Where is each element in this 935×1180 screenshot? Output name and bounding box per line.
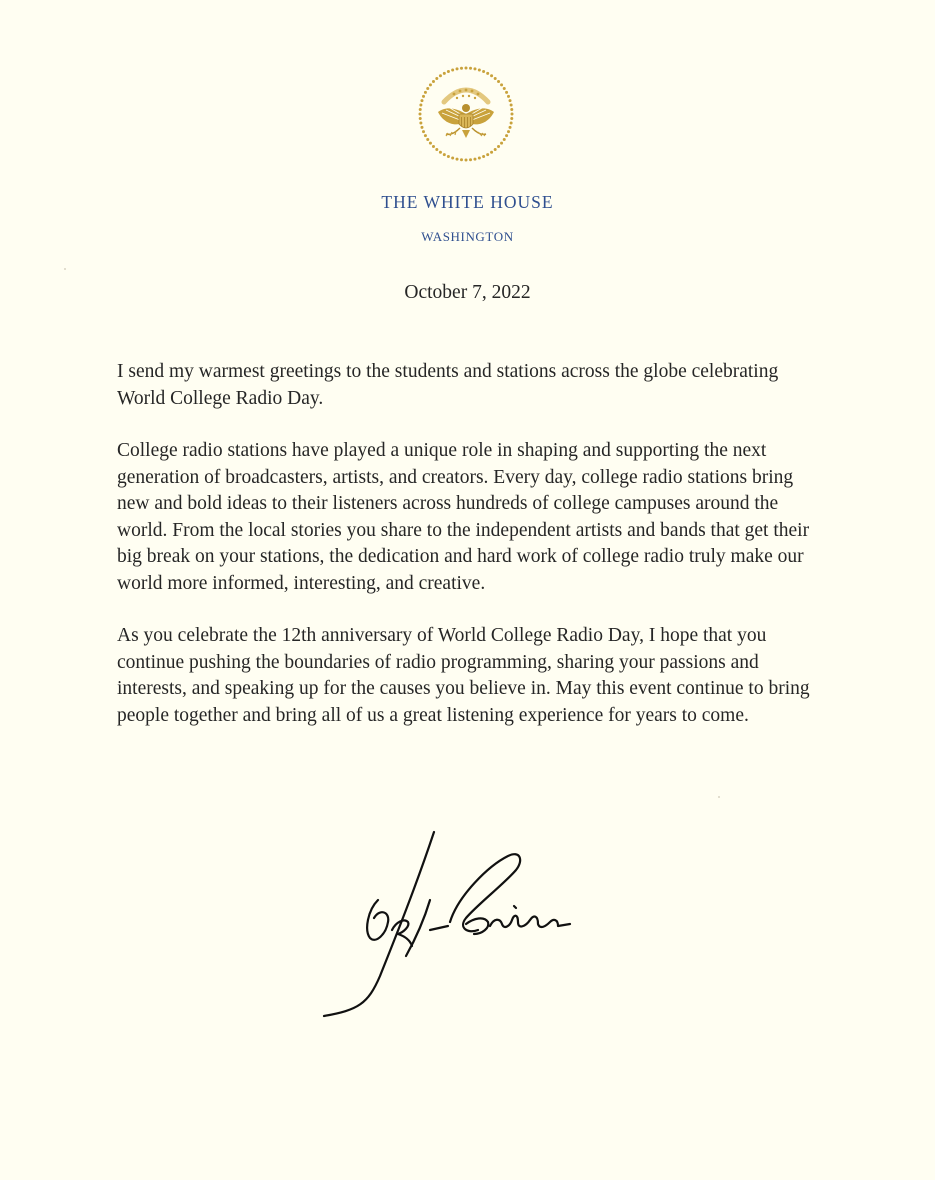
seal-ring-dot — [507, 130, 510, 133]
organization-name: THE WHITE HOUSE — [381, 192, 554, 212]
seal-ring-dot — [494, 77, 497, 80]
seal-ring-dot — [424, 91, 427, 94]
seal-ring-dot — [429, 83, 432, 86]
seal-ring-dot — [419, 108, 422, 111]
seal-ring-dot — [451, 157, 454, 160]
seal-ring-dot — [503, 138, 506, 141]
seal-ring-dot — [510, 121, 513, 124]
seal-ring-dot — [469, 67, 472, 70]
paragraph: College radio stations have played a unique role in shaping and supporting the next generation of broadcasters, artists, and creators. Every day, college radio stations bring new and bold ideas to their listeners across hundreds of college campuses around the world. From the local stories you share to the independent artists and bands that get their big break on your stations, the dedication and hard work of college radio truly make our world more informed, interesting, and creative. — [117, 440, 810, 594]
seal-ring-dot — [473, 67, 476, 70]
seal-ring-dot — [419, 104, 422, 107]
seal-ring-dot — [511, 113, 514, 116]
paragraph: As you celebrate the 12th anniversary of World College Radio Day, I hope that you continue pushing the boundaries of radio programming, sharing your passions and interests, and speaking up for the causes you believe in. May this event continue to bring people together and bring all of us a great listening experience for years to come. — [117, 625, 810, 726]
seal-ring-dot — [447, 155, 450, 158]
seal-ring-dot — [478, 68, 481, 71]
seal-ring-dot — [490, 74, 493, 77]
seal-ring-dot — [510, 117, 513, 120]
seal-ring-dot — [419, 113, 422, 116]
seal-ring-dot — [465, 67, 468, 70]
seal-ring-dot — [465, 159, 468, 162]
seal-ring-dot — [469, 158, 472, 161]
seal-ring-dot — [510, 108, 513, 111]
letter-body — [117, 359, 817, 755]
seal-ring-dot — [426, 138, 429, 141]
seal-ring-dot — [422, 130, 425, 133]
seal-ring-dot — [432, 80, 435, 83]
seal-ring-dot — [497, 145, 500, 148]
seal-ring-dot — [443, 72, 446, 75]
paper-speck — [64, 268, 66, 270]
seal-ring-dot — [460, 67, 463, 70]
paragraph: I send my warmest greetings to the students and stations across the globe celebrating World College Radio Day. — [117, 361, 779, 409]
seal-ring-dot — [473, 158, 476, 161]
seal-ring-dot — [482, 70, 485, 73]
seal-ring-dot — [500, 142, 503, 145]
seal-ring-dot — [503, 87, 506, 90]
seal-ring-dot — [509, 99, 512, 102]
seal-ring-dot — [497, 80, 500, 83]
seal-ring-dot — [435, 148, 438, 151]
seal-ring-dot — [478, 157, 481, 160]
seal-ring-dot — [420, 99, 423, 102]
seal-ring-dot — [505, 91, 508, 94]
seal-ring-dot — [456, 158, 459, 161]
seal-ring-dot — [443, 153, 446, 156]
seal-ring-dot — [419, 121, 422, 124]
seal-ring-dot — [507, 95, 510, 98]
seal-ring-dot — [456, 67, 459, 70]
presidential-seal-icon — [416, 64, 516, 164]
seal-ring-dot — [439, 74, 442, 77]
seal-ring-dot — [426, 87, 429, 90]
seal-ring-dot — [486, 72, 489, 75]
seal-ring-dot — [429, 142, 432, 145]
seal-ring-dot — [486, 153, 489, 156]
seal-ring-dot — [482, 155, 485, 158]
seal-ring-dot — [510, 104, 513, 107]
seal-ring-dot — [422, 95, 425, 98]
seal-ring-dot — [500, 83, 503, 86]
seal-ring-dot — [419, 117, 422, 120]
seal-ring-dot — [439, 151, 442, 154]
paper-speck — [718, 796, 720, 798]
seal-ring-dot — [424, 134, 427, 137]
seal-ring-dot — [447, 70, 450, 73]
seal-ring-dot — [451, 68, 454, 71]
seal-ring-dot — [460, 158, 463, 161]
seal-ring-dot — [494, 148, 497, 151]
letter-date: October 7, 2022 — [404, 282, 531, 303]
seal-ring-dot — [432, 145, 435, 148]
organization-city: WASHINGTON — [421, 229, 514, 244]
seal-ring-dot — [490, 151, 493, 154]
seal-ring-dot — [505, 134, 508, 137]
seal-ring-dot — [420, 126, 423, 129]
seal-ring-dot — [435, 77, 438, 80]
seal-ring-dot — [509, 126, 512, 129]
handwritten-signature — [318, 826, 598, 1026]
